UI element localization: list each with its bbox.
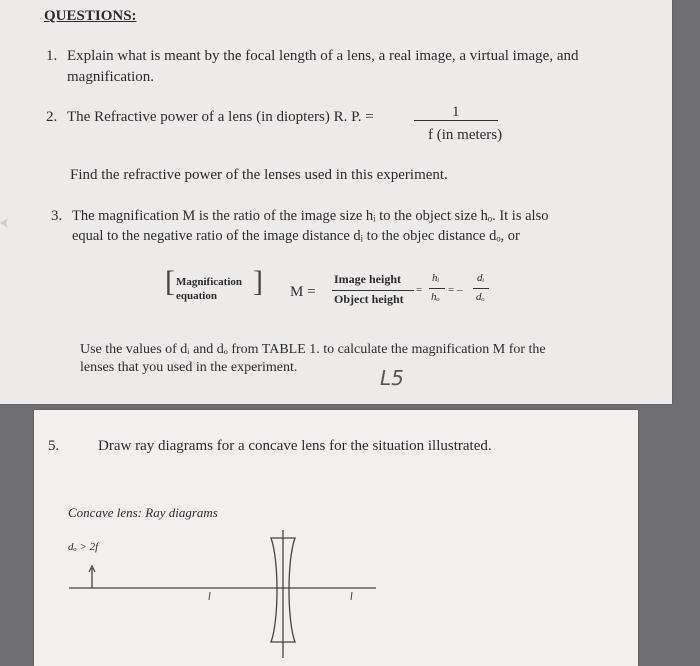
q3-use-line1: Use the values of dᵢ and dₒ from TABLE 1. to calculate the magnification M for the	[80, 342, 546, 357]
q3-line1: The magnification M is the ratio of the image size hᵢ to the object size hₒ. It is also	[72, 208, 549, 224]
q2-text: The Refractive power of a lens (in diopters) R. P. =	[67, 109, 374, 125]
q5-number: 5.	[48, 438, 60, 454]
q1-number: 1.	[46, 48, 58, 64]
m-equals: M =	[290, 284, 316, 300]
q5-text: Draw ray diagrams for a concave lens for the situation illustrated.	[98, 438, 492, 454]
focal-point-right-tick	[351, 592, 352, 600]
height-fraction-bar	[332, 290, 414, 291]
focal-point-left-tick	[209, 592, 210, 600]
neg-sign: = –	[448, 284, 463, 296]
condition-label: dₒ > 2f	[68, 541, 99, 553]
q2-numerator: 1	[452, 104, 460, 120]
questions-heading: QUESTIONS:	[44, 8, 137, 24]
concave-lens-diagram	[64, 530, 384, 666]
arrow-edge-icon	[0, 216, 14, 230]
q2-find-text: Find the refractive power of the lenses used in this experiment.	[70, 167, 448, 183]
image-height-label: Image height	[334, 272, 401, 286]
object-height-label: Object height	[334, 292, 404, 306]
bracket-label-2: equation	[176, 290, 217, 302]
do-symbol: dₒ	[476, 291, 485, 303]
ho-symbol: hₒ	[431, 291, 440, 303]
d-fraction-bar	[473, 288, 489, 289]
bracket-left: [	[165, 265, 175, 298]
bracket-label-1: Magnification	[176, 276, 242, 288]
q2-number: 2.	[46, 109, 58, 125]
handwritten-note: L5	[380, 366, 404, 390]
diagram-title: Concave lens: Ray diagrams	[68, 505, 218, 520]
bracket-right: ]	[253, 265, 263, 298]
h-fraction-bar	[429, 288, 445, 289]
q3-line2: equal to the negative ratio of the image distance dᵢ to the objec distance dₒ, or	[72, 228, 520, 244]
q3-use-line2: lenses that you used in the experiment.	[80, 360, 298, 375]
q1-line2: magnification.	[67, 69, 155, 85]
hi-symbol: hᵢ	[432, 272, 440, 284]
worksheet-bottom	[34, 410, 638, 666]
eq-sign-1: =	[416, 284, 423, 296]
q1-line1: Explain what is meant by the focal length of a lens, a real image, a virtual image, and	[67, 48, 579, 64]
q3-number: 3.	[51, 208, 63, 224]
q2-denominator: f (in meters)	[428, 127, 503, 143]
di-symbol: dᵢ	[477, 272, 485, 284]
